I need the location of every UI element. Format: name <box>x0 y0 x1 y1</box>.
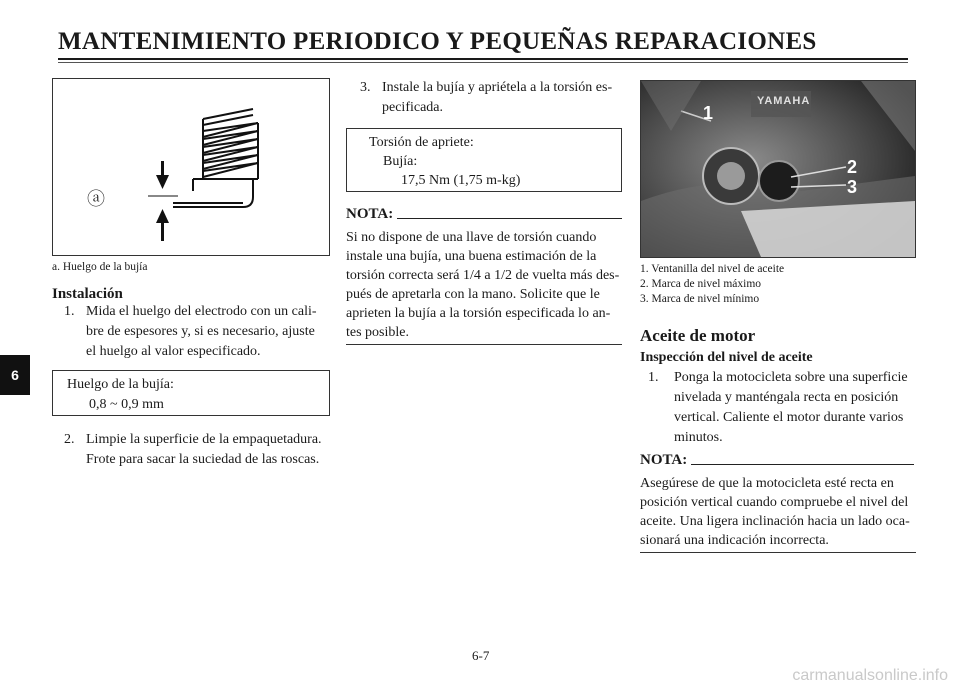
torque-spec-box <box>346 128 622 192</box>
step-line: Limpie la superficie de la empaquetadura. <box>86 432 322 447</box>
nota-line: instale una bujía, una buena estimación de la <box>346 249 597 264</box>
nota-label: NOTA: <box>346 206 394 222</box>
step-number: 3. <box>360 80 371 95</box>
step-line: el huelgo al valor especificado. <box>86 344 261 359</box>
step-line: Mida el huelgo del electrodo con un cali- <box>86 304 317 319</box>
spec-value: 0,8 ~ 0,9 mm <box>89 397 164 412</box>
spark-plug-illustration <box>53 79 329 255</box>
nota-line: posición vertical cuando compruebe el nivel del <box>640 495 909 510</box>
nota-line: aceite. Una ligera inclinación hacia un lado oca- <box>640 514 910 529</box>
callout-3: 3 <box>847 177 858 197</box>
subsection-inspeccion: Inspección del nivel de aceite <box>640 350 813 365</box>
title-rule <box>58 58 908 60</box>
nota-line: tes posible. <box>346 325 409 340</box>
legend-item: 3. Marca de nivel mínimo <box>640 293 760 305</box>
page-number: 6-7 <box>472 648 490 663</box>
step-line: Frote para sacar la suciedad de las roscas. <box>86 452 320 467</box>
step-number: 1. <box>648 370 659 385</box>
step-line: bre de espesores y, si es necesario, ajuste <box>86 324 315 339</box>
watermark: carmanualsonline.info <box>792 667 948 684</box>
step-number: 2. <box>64 432 75 447</box>
spec-label: Huelgo de la bujía: <box>67 377 174 392</box>
chapter-tab: 6 <box>0 355 30 395</box>
step-line: nivelada y manténgala recta en posición <box>674 390 899 405</box>
callout-1: 1 <box>703 103 714 123</box>
spark-plug-gap-figure <box>52 78 330 256</box>
nota-line: sionará una indicación incorrecta. <box>640 533 829 548</box>
nota-line: torsión correcta será 1/4 a 1/2 de vuelta más des- <box>346 268 620 283</box>
yamaha-logo: YAMAHA <box>757 95 811 107</box>
nota-label: NOTA: <box>640 452 688 468</box>
engine-photo-illustration <box>641 81 915 257</box>
torque-label: Torsión de apriete: <box>369 135 474 150</box>
figure-caption: a. Huelgo de la bujía <box>52 261 148 273</box>
nota-end-rule <box>346 344 622 345</box>
step-1-ponga <box>648 368 916 448</box>
page-title: MANTENIMIENTO PERIODICO Y PEQUEÑAS REPARACIONES <box>58 28 817 55</box>
step-number: 1. <box>64 304 75 319</box>
oil-level-photo <box>640 80 916 258</box>
nota-heading <box>346 206 622 223</box>
nota-end-rule-2 <box>640 552 916 553</box>
nota-body-2 <box>640 474 916 550</box>
legend-item: 2. Marca de nivel máximo <box>640 278 762 290</box>
step-line: Instale la bujía y apriétela a la torsión es- <box>382 80 613 95</box>
step-3-instale <box>360 78 630 118</box>
gap-spec-box <box>52 370 330 416</box>
legend-item: 1. Ventanilla del nivel de aceite <box>640 263 785 275</box>
callout-2: 2 <box>847 157 858 177</box>
nota-line: pués de apretarla con la mano. Solicite que le <box>346 287 600 302</box>
section-title-aceite: Aceite de motor <box>640 326 756 345</box>
step-line: vertical. Caliente el motor durante varios <box>674 410 904 425</box>
section-heading-instalacion: Instalación <box>52 286 123 302</box>
nota-line: aprieten la bujía a la torsión especificada lo an- <box>346 306 611 321</box>
nota-line: Asegúrese de que la motocicleta esté recta en <box>640 476 894 491</box>
nota-heading-2 <box>640 452 914 469</box>
torque-sublabel: Bujía: <box>383 154 418 169</box>
title-rule-thin <box>58 62 908 63</box>
step-2-limpie <box>64 430 334 470</box>
step-line: minutos. <box>674 430 723 445</box>
nota-line: Si no dispone de una llave de torsión cuando <box>346 230 597 245</box>
step-1-mida <box>64 302 330 362</box>
torque-value: 17,5 Nm (1,75 m-kg) <box>401 173 521 188</box>
nota-body <box>346 228 622 342</box>
step-line: Ponga la motocicleta sobre una superficie <box>674 370 908 385</box>
figure-marker: ⓐ <box>87 189 105 209</box>
step-line: pecificada. <box>382 100 444 115</box>
photo-legend <box>640 262 920 307</box>
